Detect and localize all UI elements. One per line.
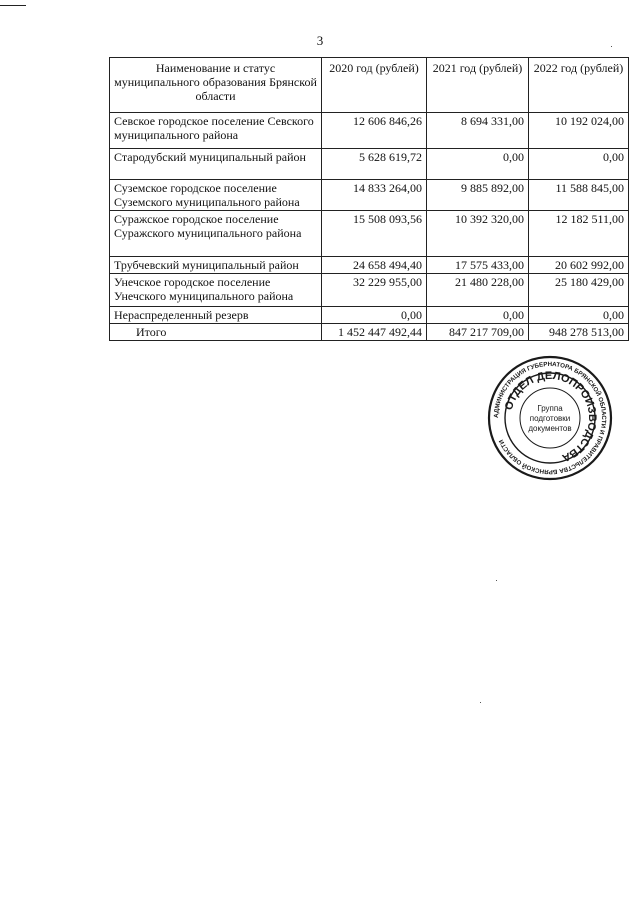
row-value-2021: 17 575 433,00 [427, 257, 529, 274]
office-stamp [487, 355, 613, 481]
header-2020: 2020 год (рублей) [322, 58, 427, 113]
row-value-2021: 0,00 [427, 307, 529, 324]
stamp-center-line: Группа [537, 404, 563, 413]
row-name: Суражское городское поселение Суражского муниципального района [110, 211, 322, 257]
row-value-2022: 11 588 845,00 [529, 180, 629, 211]
row-value-2021: 10 392 320,00 [427, 211, 529, 257]
stamp-center-line: документов [528, 424, 572, 433]
header-2021: 2021 год (рублей) [427, 58, 529, 113]
table-row [110, 274, 629, 307]
scan-speck [496, 580, 497, 581]
row-name: Нераспределенный резерв [110, 307, 322, 324]
table-row [110, 180, 629, 211]
stamp-outer-text: АДМИНИСТРАЦИЯ ГУБЕРНАТОРА БРЯНСКОЙ ОБЛАСТИ И ПРАВИТЕЛЬСТВА БРЯНСКОЙ ОБЛАСТИ [492, 360, 608, 476]
header-2022: 2022 год (рублей) [529, 58, 629, 113]
row-value-2022: 20 602 992,00 [529, 257, 629, 274]
row-value-2022: 25 180 429,00 [529, 274, 629, 307]
top-edge-mark [0, 5, 26, 6]
row-value-2020: 12 606 846,26 [322, 113, 427, 149]
row-name: Унечское городское поселение Унечского муниципального района [110, 274, 322, 307]
stamp-center-line: подготовки [529, 414, 571, 423]
row-value-2022: 10 192 024,00 [529, 113, 629, 149]
total-2020: 1 452 447 492,44 [322, 324, 427, 341]
row-value-2020: 32 229 955,00 [322, 274, 427, 307]
row-name: Севское городское поселение Севского муниципального района [110, 113, 322, 149]
header-name: Наименование и статус муниципального образования Брянской области [110, 58, 322, 113]
row-name: Трубчевский муниципальный район [110, 257, 322, 274]
table-row [110, 257, 629, 274]
total-label: Итого [110, 324, 322, 341]
table-row [110, 307, 629, 324]
table-row [110, 211, 629, 257]
row-value-2020: 24 658 494,40 [322, 257, 427, 274]
table-row [110, 149, 629, 180]
page-number: 3 [316, 33, 324, 48]
row-value-2021: 0,00 [427, 149, 529, 180]
row-value-2021: 9 885 892,00 [427, 180, 529, 211]
scan-speck [611, 46, 612, 47]
row-value-2021: 21 480 228,00 [427, 274, 529, 307]
budget-table [109, 57, 629, 341]
total-row [110, 324, 629, 341]
stamp-middle-text: ОТДЕЛ ДЕЛОПРОИЗВОДСТВА [502, 369, 599, 464]
row-value-2022: 12 182 511,00 [529, 211, 629, 257]
row-value-2022: 0,00 [529, 307, 629, 324]
total-2022: 948 278 513,00 [529, 324, 629, 341]
scan-speck [480, 702, 481, 703]
row-name: Суземское городское поселение Суземского муниципального района [110, 180, 322, 211]
row-value-2020: 15 508 093,56 [322, 211, 427, 257]
row-value-2020: 5 628 619,72 [322, 149, 427, 180]
row-value-2020: 14 833 264,00 [322, 180, 427, 211]
row-value-2020: 0,00 [322, 307, 427, 324]
table-row [110, 113, 629, 149]
row-value-2022: 0,00 [529, 149, 629, 180]
row-value-2021: 8 694 331,00 [427, 113, 529, 149]
total-2021: 847 217 709,00 [427, 324, 529, 341]
table-header-row [110, 58, 629, 113]
row-name: Стародубский муниципальный район [110, 149, 322, 180]
